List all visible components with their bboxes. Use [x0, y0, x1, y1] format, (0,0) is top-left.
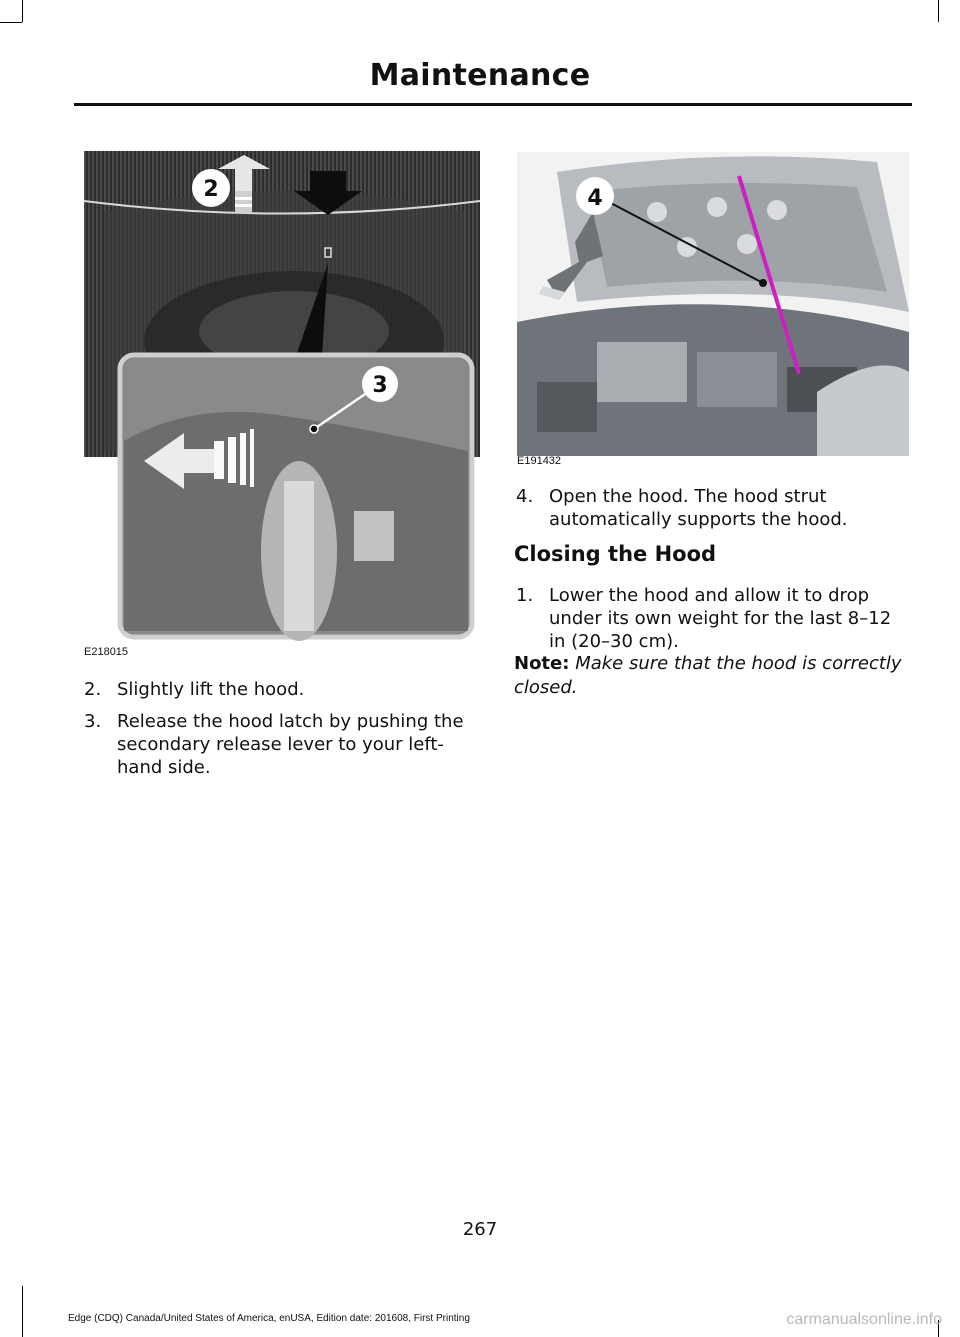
- right-step-list: [516, 485, 906, 540]
- list-item: [84, 710, 482, 779]
- callout-3-label: 3: [372, 373, 388, 398]
- note-label: Note:: [514, 653, 570, 674]
- step-text: Open the hood. The hood strut automatically supports the hood.: [549, 486, 848, 530]
- crop-mark: [938, 0, 939, 22]
- left-step-list: [84, 678, 482, 788]
- note-text: Make sure that the hood is correctly closed.: [514, 653, 902, 698]
- page-title: Maintenance: [369, 58, 591, 93]
- note: [514, 652, 904, 700]
- list-item: [516, 584, 906, 653]
- step-number: 1.: [516, 585, 534, 606]
- figure-id-left: E218015: [84, 646, 129, 658]
- step-text: Release the hood latch by pushing the secondary release lever to your left-hand side.: [117, 711, 464, 778]
- crop-mark: [0, 22, 22, 23]
- crop-mark: [22, 1286, 23, 1337]
- section-heading: Closing the Hood: [514, 542, 717, 566]
- watermark: carmanualsonline.info: [786, 1311, 942, 1328]
- step-text: Slightly lift the hood.: [117, 679, 305, 700]
- step-number: 4.: [516, 486, 534, 507]
- callout-4-label: 4: [587, 186, 603, 211]
- crop-mark: [22, 0, 23, 22]
- closing-step-list: [516, 584, 906, 662]
- list-item: [84, 678, 482, 701]
- list-item: [516, 485, 906, 531]
- hood-latch-illustration: [84, 151, 480, 644]
- figure-hood-strut: [517, 152, 909, 456]
- callout-2-label: 2: [203, 177, 219, 202]
- hood-strut-illustration: [517, 152, 909, 456]
- step-number: 2.: [84, 679, 102, 700]
- figure-id-right: E191432: [517, 455, 562, 467]
- header-divider: [74, 103, 912, 106]
- footer-edition: Edge (CDQ) Canada/United States of America, enUSA, Edition date: 201608, First Printing: [68, 1313, 470, 1324]
- step-number: 3.: [84, 711, 102, 732]
- step-text: Lower the hood and allow it to drop under its own weight for the last 8–12 in (20–30 cm).: [549, 585, 892, 652]
- page-number: 267: [462, 1219, 498, 1240]
- figure-hood-latch: [84, 151, 480, 644]
